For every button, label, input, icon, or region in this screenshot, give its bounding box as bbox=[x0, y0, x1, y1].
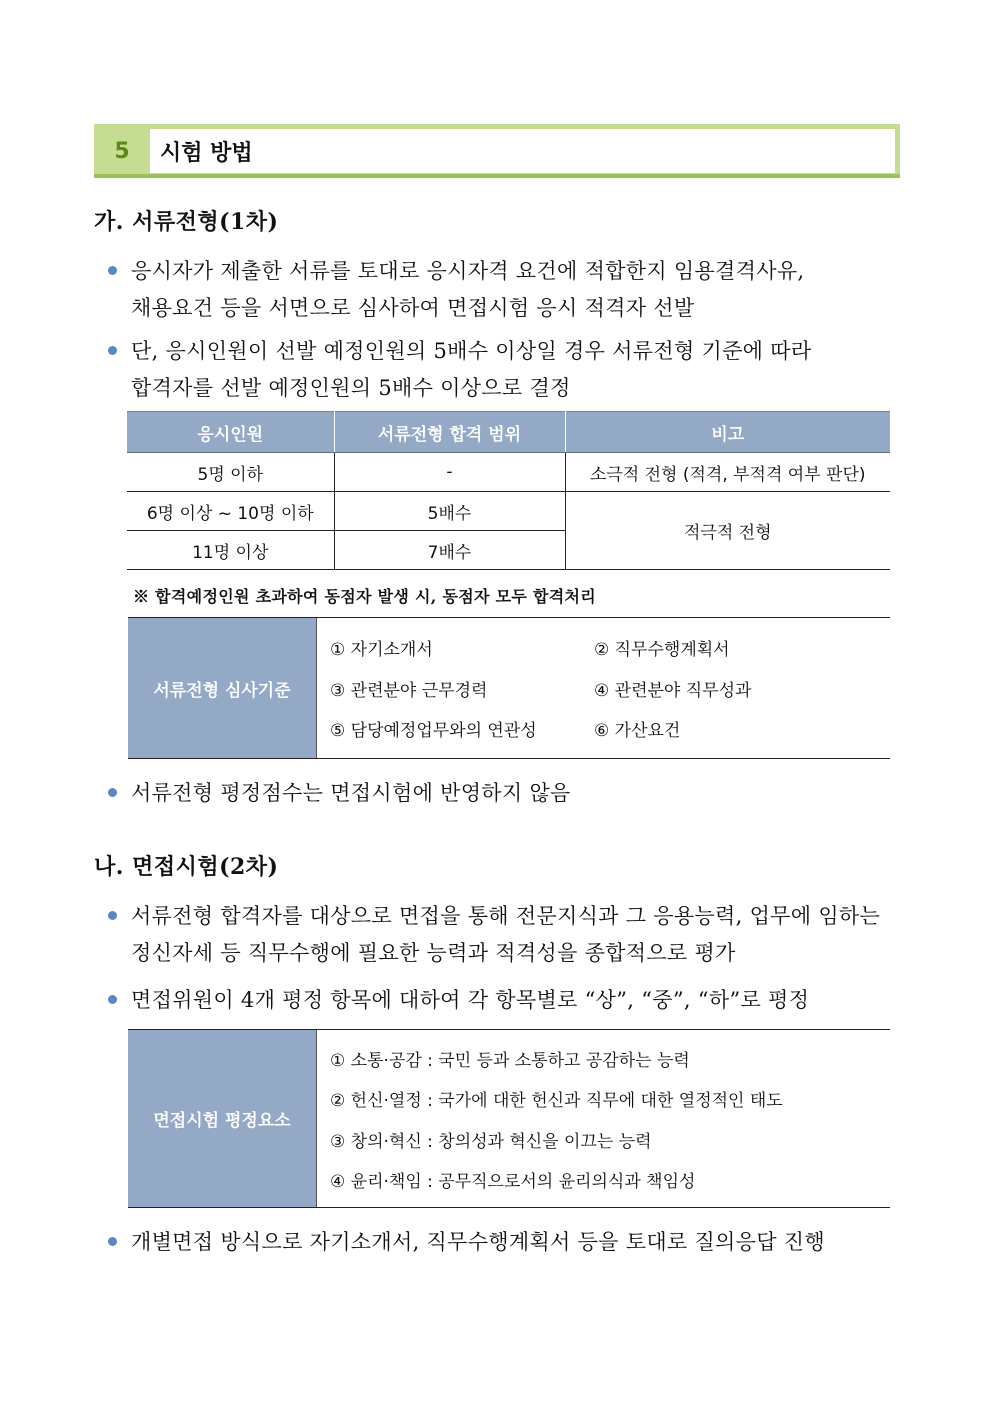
interview-criteria-label: 면접시험 평정요소 bbox=[128, 1030, 317, 1207]
part-a-bullet-2-line-1: 단, 응시인원이 선발 예정인원의 5배수 이상일 경우 서류전형 기준에 따라 bbox=[131, 339, 812, 363]
section-number: 5 bbox=[114, 138, 130, 164]
table-cell: - bbox=[334, 453, 565, 492]
criteria-item: ④ 관련분야 직무성과 bbox=[594, 681, 752, 701]
bullet-icon bbox=[108, 911, 117, 920]
bullet-icon bbox=[108, 1237, 117, 1246]
criteria-item: ③ 창의·혁신 : 창의성과 혁신을 이끄는 능력 bbox=[330, 1132, 652, 1152]
criteria-item: ④ 윤리·책임 : 공무직으로서의 윤리의식과 책임성 bbox=[330, 1172, 696, 1192]
table-header: 비고 bbox=[565, 412, 890, 453]
table-row bbox=[127, 492, 890, 531]
screening-criteria-box bbox=[128, 617, 890, 759]
table-header: 응시인원 bbox=[127, 412, 334, 453]
part-a-bullet-1-line-1: 응시자가 제출한 서류를 토대로 응시자격 요건에 적합한지 임용결격사유, bbox=[131, 259, 805, 283]
criteria-item: ① 자기소개서 bbox=[330, 640, 433, 660]
part-b-bullet-1-line-2: 정신자세 등 직무수행에 필요한 능력과 적격성을 종합적으로 평가 bbox=[131, 941, 736, 965]
table-cell-merged: 적극적 전형 bbox=[565, 492, 890, 570]
table-cell: 5명 이하 bbox=[127, 453, 334, 492]
screening-criteria-label: 서류전형 심사기준 bbox=[128, 618, 317, 758]
part-a-final-bullet: 서류전형 평정점수는 면접시험에 반영하지 않음 bbox=[131, 781, 571, 805]
part-b-final-bullet: 개별면접 방식으로 자기소개서, 직무수행계획서 등을 토대로 질의응답 진행 bbox=[131, 1230, 825, 1254]
screening-range-table bbox=[127, 411, 890, 570]
table-header-row bbox=[127, 412, 890, 453]
table-cell: 소극적 전형 (적격, 부적격 여부 판단) bbox=[565, 453, 890, 492]
table-cell: 5배수 bbox=[334, 492, 565, 531]
bullet-icon bbox=[108, 995, 117, 1004]
section-title: 시험 방법 bbox=[160, 140, 253, 166]
table-cell: 11명 이상 bbox=[127, 531, 334, 570]
part-b-bullet-1-line-1: 서류전형 합격자를 대상으로 면접을 통해 전문지식과 그 응용능력, 업무에 임하는 bbox=[131, 904, 881, 928]
part-b-heading: 나. 면접시험(2차) bbox=[94, 854, 279, 880]
table-row bbox=[127, 453, 890, 492]
part-a-bullet-2-line-2: 합격자를 선발 예정인원의 5배수 이상으로 결정 bbox=[131, 376, 571, 400]
table-cell: 6명 이상 ~ 10명 이하 bbox=[127, 492, 334, 531]
interview-criteria-box bbox=[128, 1029, 890, 1208]
criteria-item: ① 소통·공감 : 국민 등과 소통하고 공감하는 능력 bbox=[330, 1051, 690, 1071]
criteria-item: ② 헌신·열정 : 국가에 대한 헌신과 직무에 대한 열정적인 태도 bbox=[330, 1091, 783, 1111]
part-a-heading: 가. 서류전형(1차) bbox=[94, 209, 279, 235]
part-a-bullet-1-line-2: 채용요건 등을 서면으로 심사하여 면접시험 응시 적격자 선발 bbox=[131, 296, 695, 320]
criteria-item: ⑤ 담당예정업무와의 연관성 bbox=[330, 721, 537, 741]
section-header bbox=[94, 124, 900, 178]
bullet-icon bbox=[108, 346, 117, 355]
table-header: 서류전형 합격 범위 bbox=[334, 412, 565, 453]
criteria-item: ② 직무수행계획서 bbox=[594, 640, 730, 660]
part-b-bullet-2-line-1: 면접위원이 4개 평정 항목에 대하여 각 항목별로 “상”, “중”, “하”로 평정 bbox=[131, 988, 810, 1012]
tie-notice: ※ 합격예정인원 초과하여 동점자 발생 시, 동점자 모두 합격처리 bbox=[133, 587, 597, 606]
table-cell: 7배수 bbox=[334, 531, 565, 570]
criteria-item: ③ 관련분야 근무경력 bbox=[330, 681, 488, 701]
bullet-icon bbox=[108, 266, 117, 275]
criteria-item: ⑥ 가산요건 bbox=[594, 721, 681, 741]
bullet-icon bbox=[108, 788, 117, 797]
